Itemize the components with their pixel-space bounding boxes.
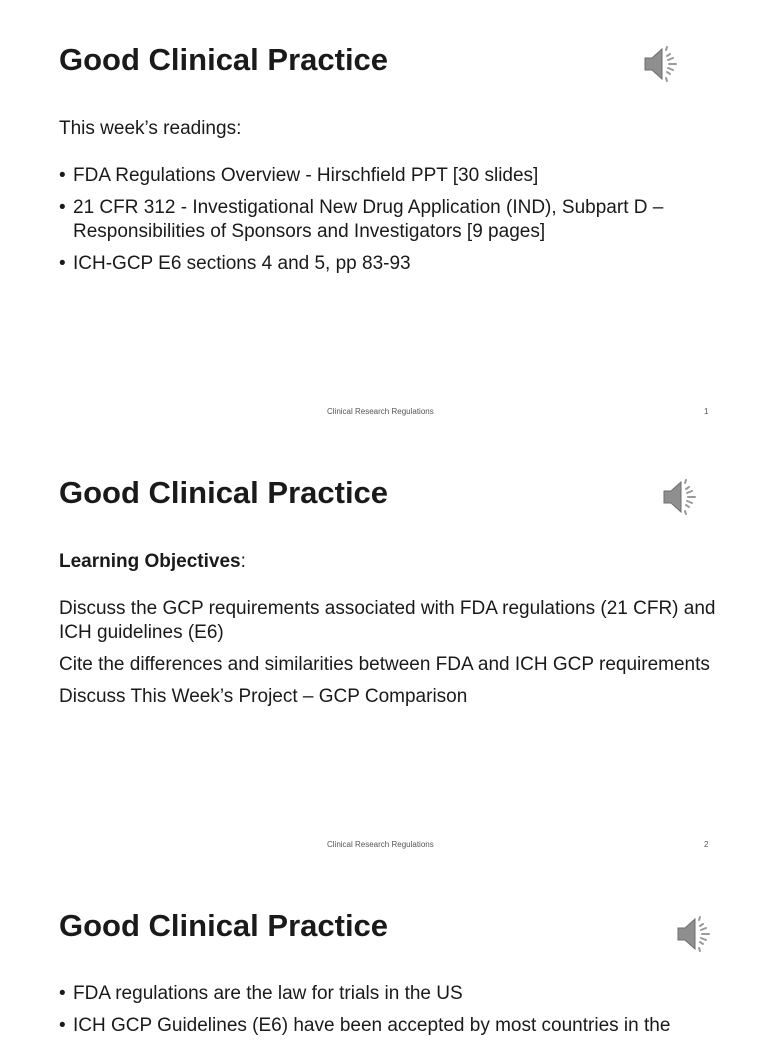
slide-title: Good Clinical Practice (59, 42, 389, 77)
objective-item: Cite the differences and similarities between FDA and ICH GCP requirements (59, 654, 710, 675)
objectives-colon: : (240, 551, 246, 572)
readings-list (59, 164, 719, 284)
objectives-list (59, 597, 719, 717)
speaker-audio-icon[interactable] (642, 44, 682, 84)
slide-number: 1 (704, 407, 709, 416)
objectives-label: Learning Objectives (59, 551, 241, 572)
list-item: • ICH-GCP E6 sections 4 and 5, pp 83-93 (59, 252, 719, 276)
slide-1 (0, 0, 768, 433)
objectives-heading (59, 550, 246, 574)
readings-intro: This week’s readings: (59, 118, 242, 139)
list-item: • 21 CFR 312 - Investigational New Drug Application (IND), Subpart D – Responsibilities of Sponsors and Investigators [9 pages] (59, 196, 719, 244)
speaker-audio-icon[interactable] (661, 477, 701, 517)
slide-3 (0, 866, 768, 1036)
slide-title: Good Clinical Practice (59, 475, 389, 510)
slide-2 (0, 433, 768, 866)
objective-item: Discuss This Week’s Project – GCP Comparison (59, 686, 468, 707)
content-list (59, 982, 759, 1046)
slide-number: 2 (704, 840, 709, 849)
slide-footer: Clinical Research Regulations (327, 840, 434, 849)
objective-item: Discuss the GCP requirements associated with FDA regulations (21 CFR) and ICH guidelines (E6) (59, 598, 716, 643)
slide-footer: Clinical Research Regulations (327, 407, 434, 416)
slide-title: Good Clinical Practice (59, 908, 389, 943)
list-item: • FDA Regulations Overview - Hirschfield PPT [30 slides] (59, 164, 719, 188)
list-item: • ICH GCP Guidelines (E6) have been accepted by most countries in the (59, 1014, 759, 1038)
list-item: • FDA regulations are the law for trials in the US (59, 982, 759, 1006)
speaker-audio-icon[interactable] (675, 914, 715, 954)
